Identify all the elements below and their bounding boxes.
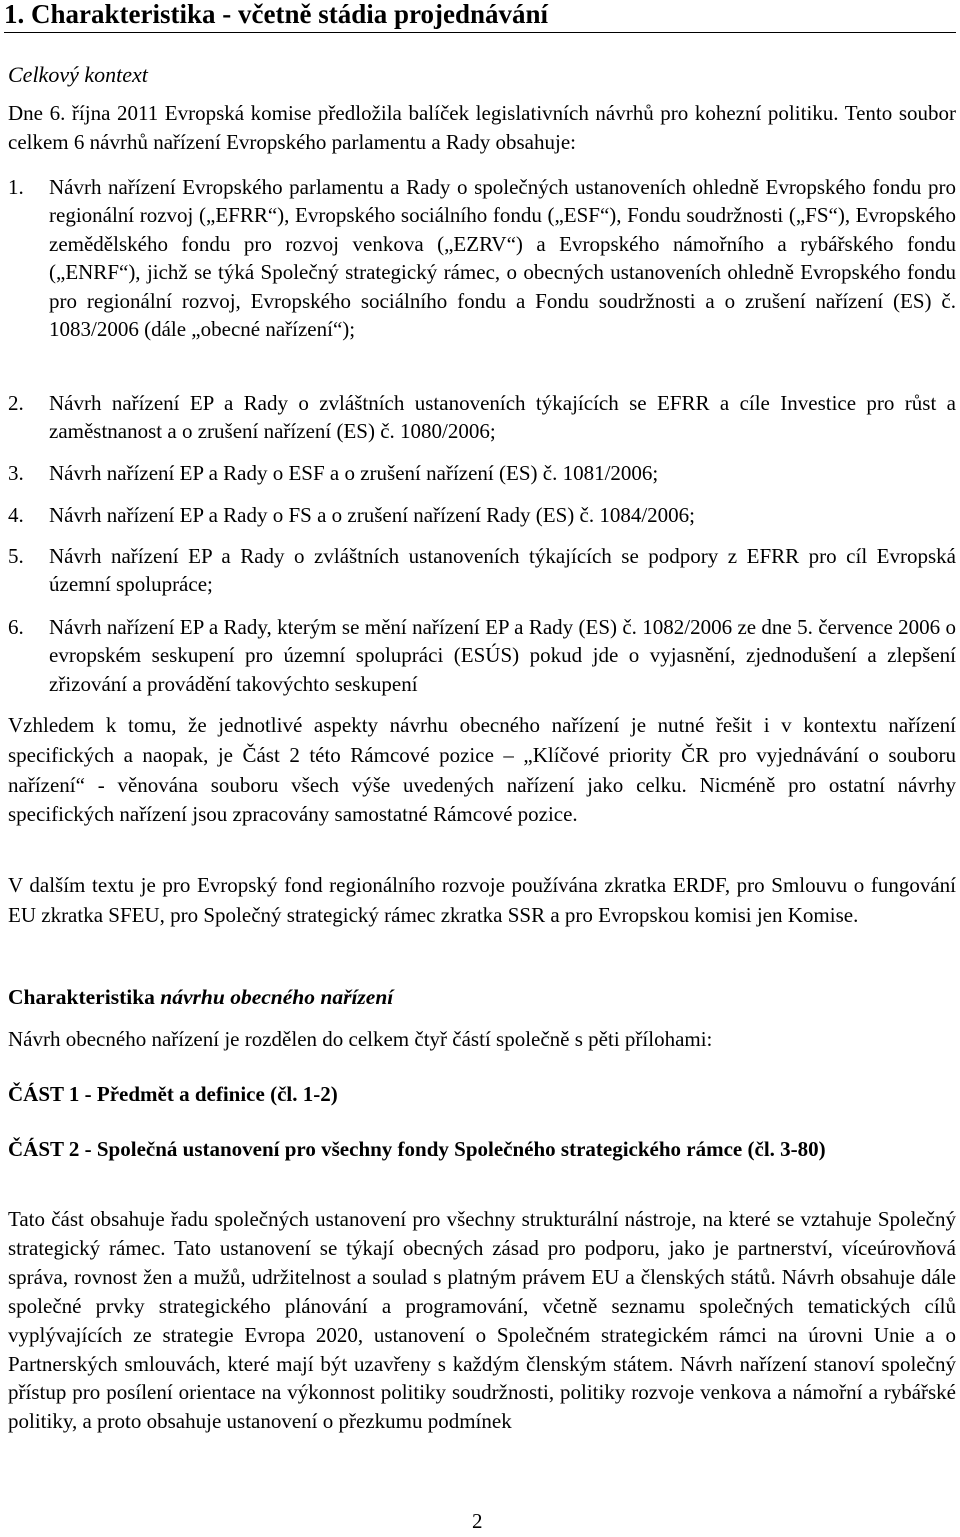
context-title: Celkový kontext <box>8 62 148 87</box>
list-item-number: 1. <box>8 175 24 199</box>
list-item-text: Návrh nařízení Evropského parlamentu a Rady o společných ustanoveních ohledně Evropského fondu pro regionální rozvoj („EFRR“), Evropského sociálního fondu („ESF“), Fondu soudržnosti („FS“), Evropského zemědělského fondu pro rozvoj venkova („EZRV“) a Evropského námořního a rybářského fondu („ENRF“), jichž se týká Společný strategický rámec, o obecných ustanoveních ohledně Evropského fondu pro regionální rozvoj, Evropského sociálního fondu a Fondu soudržnosti a o zrušení nařízení (ES) č. 1083/2006 (dále „obecné nařízení“); <box>49 175 956 342</box>
context-paragraph: Vzhledem k tomu, že jednotlivé aspekty návrhu obecného nařízení je nutné řešit i v kontextu nařízení specifických a naopak, je Část 2 této Rámcové pozice – „Klíčové priority ČR pro vyjednávání o souboru nařízení“ - věnována souboru všech výše uvedených nařízení jako celku. Nicméně pro ostatní návrhy specifických nařízení jsou zpracovány samostatné Rámcové pozice. <box>8 713 956 827</box>
list-item-number: 4. <box>8 503 24 527</box>
list-item-number: 5. <box>8 544 24 568</box>
list-item <box>8 389 956 446</box>
list-item-text: Návrh nařízení EP a Rady o ESF a o zrušení nařízení (ES) č. 1081/2006; <box>49 461 659 485</box>
list-item-number: 3. <box>8 461 24 485</box>
list-item-number: 2. <box>8 391 24 415</box>
part-1-heading: ČÁST 1 - Předmět a definice (čl. 1-2) <box>8 1082 338 1106</box>
list-item <box>8 173 956 343</box>
part-2-heading: ČÁST 2 - Společná ustanovení pro všechny fondy Společného strategického rámce (čl. 3-80) <box>8 1137 826 1161</box>
section-heading-italic: návrhu obecného nařízení <box>160 985 394 1009</box>
list-item-text: Návrh nařízení EP a Rady, kterým se mění nařízení EP a Rady (ES) č. 1082/2006 ze dne 5. července 2006 o evropském seskupení pro územní spolupráci (ESÚS) pokud jde o vyjasnění, zjednodušení a zlepšení zřizování a provádění takovýchto seskupení <box>49 615 956 696</box>
abbreviation-paragraph: V dalším textu je pro Evropský fond regionálního rozvoje používána zkratka ERDF, pro Smlouvu o fungování EU zkratka SFEU, pro Společný strategický rámec zkratka SSR a pro Evropskou komisi jen Komise. <box>8 873 956 927</box>
section-heading <box>8 985 393 1010</box>
list-item-text: Návrh nařízení EP a Rady o zvláštních ustanoveních týkajících se EFRR a cíle Investice pro růst a zaměstnanost a o zrušení nařízení (ES) č. 1080/2006; <box>49 391 956 444</box>
chapter-heading: 1. Charakteristika - včetně stádia projednávání <box>4 0 956 33</box>
section-intro: Návrh obecného nařízení je rozdělen do celkem čtyř částí společně s pěti přílohami: <box>8 1027 713 1051</box>
part-2-paragraph: Tato část obsahuje řadu společných ustanovení pro všechny strukturální nástroje, na které se vztahuje Společný strategický rámec. Tato ustanovení se týkají obecných zásad pro podporu, jako je partnerství, víceúrovňová správa, rovnost žen a mužů, udržitelnost a soulad s platným právem EU a členských států. Návrh obsahuje dále společné prvky strategického plánování a programování, včetně seznamu společných tematických cílů vyplývajících ze strategie Evropa 2020, ustanovení o Společném strategickém rámci na úrovni Unie a o Partnerských smlouvách, které mají být uzavřeny s každým členským státem. Návrh nařízení stanoví společný přístup pro posílení orientace na výkonnost politiky soudržnosti, politiky rozvoje venkova a námořní a rybářské politiky, a proto obsahuje ustanovení o přezkumu podmínek <box>8 1207 956 1434</box>
page-number: 2 <box>472 1509 483 1533</box>
list-item <box>8 613 956 698</box>
list-item-number: 6. <box>8 615 24 639</box>
section-heading-plain: Charakteristika <box>8 985 161 1009</box>
list-item-text: Návrh nařízení EP a Rady o FS a o zrušení nařízení Rady (ES) č. 1084/2006; <box>49 503 695 527</box>
list-item <box>8 459 956 487</box>
list-item-text: Návrh nařízení EP a Rady o zvláštních ustanoveních týkajících se podpory z EFRR pro cíl Evropská územní spolupráce; <box>49 544 956 597</box>
list-item <box>8 542 956 599</box>
intro-paragraph: Dne 6. října 2011 Evropská komise předložila balíček legislativních návrhů pro kohezní politiku. Tento soubor celkem 6 návrhů nařízení Evropského parlamentu a Rady obsahuje: <box>8 101 956 154</box>
list-item <box>8 501 956 529</box>
